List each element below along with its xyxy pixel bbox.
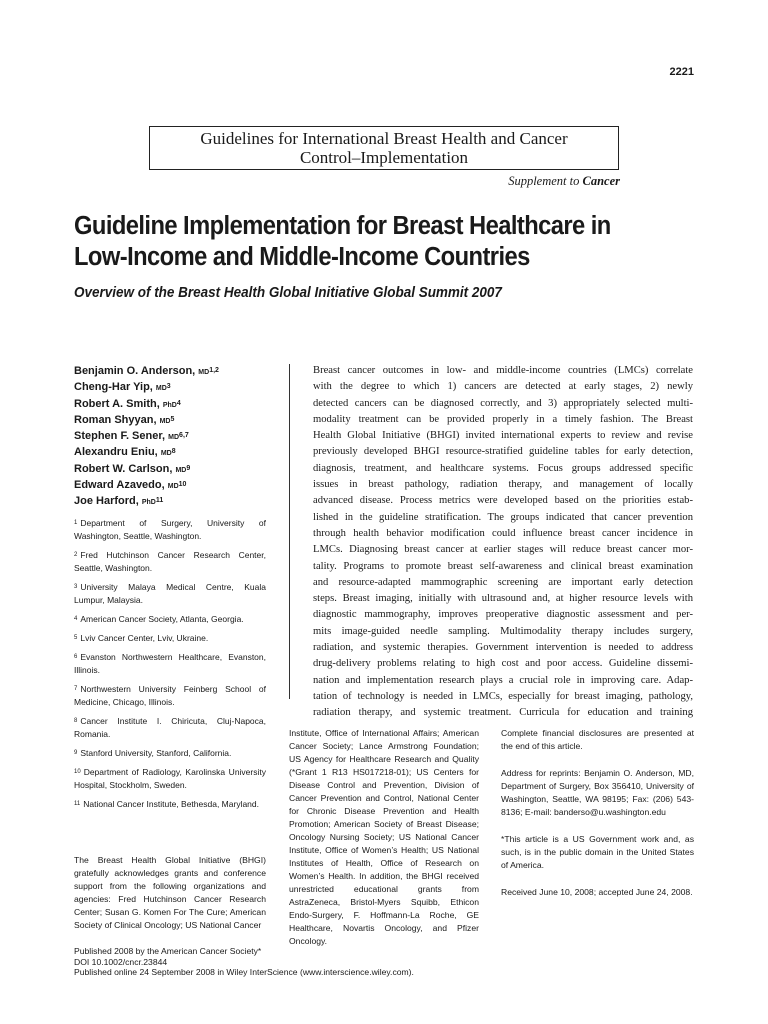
footer-line: DOI 10.1002/cncr.23844	[74, 956, 168, 967]
abstract-line: Health Global Initiative (BHGI) invited international experts to review and revise	[313, 430, 693, 442]
abstract-line: and resource-adapted mammographic screening are important early detection	[313, 576, 693, 588]
abstract-line: mits image-guided needle sampling. Multimodality therapy includes surgery,	[313, 625, 693, 637]
article-title	[74, 211, 669, 273]
page-number: 2221	[669, 66, 694, 78]
affiliation	[74, 766, 266, 792]
affiliation-number: 11	[74, 801, 81, 807]
abstract-line: tation of technology is needed in LMCs, especially for breast imaging, pathology,	[313, 690, 693, 702]
affiliation-number: 10	[74, 769, 81, 775]
series-title-box	[149, 126, 619, 170]
supplement-prefix: Supplement to	[508, 174, 580, 188]
column-divider	[289, 364, 290, 699]
author-affiliation-ref: 6,7	[179, 432, 189, 440]
publication-footer	[74, 946, 414, 978]
affiliation	[74, 613, 266, 626]
affiliation-text: Fred Hutchinson Cancer Research Center, Seattle, Washington.	[74, 550, 266, 573]
author-affiliation-ref: 4	[176, 399, 181, 407]
abstract-line: issues in breast pathology, radiation therapy, and management of locally	[313, 479, 693, 491]
author-name: Edward Azavedo,	[74, 479, 165, 492]
author-degree: PhD	[141, 499, 156, 507]
author-name: Joe Harford,	[74, 495, 139, 508]
abstract-line: advanced disease. Process metrics were developed based on the priorities estab-	[313, 495, 693, 507]
financial-disclosures: Complete financial disclosures are presented at the end of this article.	[501, 728, 694, 751]
affiliation-text: American Cancer Society, Atlanta, Georgia.	[80, 614, 244, 624]
article-subtitle: Overview of the Breast Health Global Initiative Global Summit 2007	[74, 285, 502, 301]
author-degree: MD	[160, 450, 172, 458]
author	[74, 478, 274, 494]
affiliation	[74, 683, 266, 709]
affiliation-text: University Malaya Medical Centre, Kuala Lumpur, Malaysia.	[74, 582, 266, 605]
affiliation-number: 2	[74, 552, 78, 558]
affiliation-number: 8	[74, 718, 78, 724]
affiliation	[74, 632, 266, 645]
abstract-line: lished in the guideline stratification. The groups indicated that cancer prevention	[313, 511, 693, 523]
reprint-address: Address for reprints: Benjamin O. Anderson, MD, Department of Surgery, Box 356410, University of Washington, Seattle, WA 98195; Fax: (206) 543-8136; E-mail: banderso@u.washington.edu	[501, 768, 694, 817]
author	[74, 364, 274, 380]
author	[74, 429, 274, 445]
abstract-line: diagnosis, treatment, and healthcare systems. Focus groups addressed specific	[313, 462, 693, 474]
author-name: Stephen F. Sener,	[74, 430, 166, 443]
author	[74, 494, 274, 510]
acknowledgment-part2: Institute, Office of International Affairs; American Cancer Society; Lance Armstrong Foundation; US Agency for Healthcare Research and Quality (*Grant 1 R13 HS017218-01); US Centers for Disease Control and Prevention, Division of Cancer Prevention and Control, National Center for Chronic Disease Prevention and Health Promotion; American Society of Breast Disease; Oncology Nursing Society; US National Cancer Institute, Office of Women’s Health; US National Institutes of Health, Office of Research on Women’s Health. In addition, the BHGI received unrestricted educational grants from AstraZeneca, Bristol-Myers Squibb, Ethicon Endo-Surgery, F. Hoffmann-La Roche, GE Healthcare, Novartis Oncology, and Pfizer Oncology.	[289, 728, 479, 946]
affiliation-text: Northwestern University Feinberg School of Medicine, Chicago, Illinois.	[74, 684, 266, 707]
abstract-line: radiation therapy, and systemic treatment. Curricula for education and training	[313, 707, 693, 719]
acknowledgment-part1: The Breast Health Global Initiative (BHGI) gratefully acknowledges grants and conference support from the following organizations and agencies: Fred Hutchinson Cancer Research Center; Susan G. Komen For The Cure; American Society of Clinical Oncology; US National Cancer	[74, 855, 266, 930]
author-degree: MD	[198, 369, 210, 376]
abstract-line: drug-delivery problems relating to high cost and poor access. Guideline dissemi-	[313, 658, 693, 670]
series-title-line: Control–Implementation	[299, 148, 469, 167]
received-dates: Received June 10, 2008; accepted June 24, 2008.	[501, 887, 693, 897]
author-name: Robert A. Smith,	[74, 397, 160, 410]
author-affiliation-ref: 9	[186, 464, 191, 472]
author	[74, 462, 274, 478]
affiliation-number: 5	[74, 635, 78, 641]
affiliation-text: Department of Radiology, Karolinska University Hospital, Stockholm, Sweden.	[74, 767, 266, 790]
abstract-line: previously developed BHGI resource-stratified guideline tables for early detection,	[313, 446, 693, 458]
affiliation	[74, 581, 266, 607]
affiliation-number: 9	[74, 750, 78, 756]
author	[74, 445, 274, 461]
affiliation-number: 4	[74, 616, 78, 622]
affiliation	[74, 747, 266, 760]
series-title-line: Guidelines for International Breast Health and Cancer	[200, 129, 568, 148]
abstract-line: nation and implementation research plays a crucial role in improving care. Adap-	[313, 674, 693, 686]
article-title-line: Low-Income and Middle-Income Countries	[74, 243, 530, 271]
abstract-line: with the degree to which 1) cancers are detected at early stages, 2) newly	[313, 381, 693, 393]
author-affiliation-ref: 11	[155, 497, 164, 505]
abstract-line: modality treatment can be provided properly in a timely fashion. The Breast	[313, 413, 693, 425]
abstract-line: steps. Breast imaging, initially with ultrasound and, at higher resource levels with	[313, 593, 693, 605]
affiliation	[74, 798, 266, 811]
affiliation	[74, 651, 266, 677]
supplement-journal: Cancer	[582, 174, 620, 188]
affiliation-text: Lviv Cancer Center, Lviv, Ukraine.	[80, 633, 209, 643]
affiliation-number: 7	[74, 686, 78, 692]
author-affiliation-ref: 8	[171, 448, 176, 456]
author-name: Robert W. Carlson,	[74, 462, 173, 475]
author-degree: MD	[167, 483, 179, 491]
abstract-line: diagnostic mammography, improves preoperative diagnostic assessment and per-	[313, 609, 693, 621]
author-name: Cheng-Har Yip,	[74, 381, 153, 394]
affiliation-number: 1	[74, 520, 78, 526]
affiliation-list	[74, 517, 266, 817]
affiliation-text: Stanford University, Stanford, California.	[80, 748, 232, 758]
affiliation	[74, 517, 266, 543]
affiliation-text: National Cancer Institute, Bethesda, Maryland.	[83, 799, 259, 809]
author-degree: MD	[155, 385, 167, 393]
affiliation	[74, 715, 266, 741]
author-affiliation-ref: 1,2	[209, 367, 219, 374]
abstract-line: through health behavior modification could influence breast cancer incidence in	[313, 527, 693, 539]
author-name: Roman Shyyan,	[74, 413, 157, 426]
abstract-line: LMCs. Diagnosing breast cancer at earlier stages will reduce breast cancer mor-	[313, 544, 693, 556]
author-name: Benjamin O. Anderson,	[74, 365, 196, 377]
affiliation-text: Cancer Institute I. Chiricuta, Cluj-Napoca, Romania.	[74, 716, 266, 739]
article-title-line: Guideline Implementation for Breast Healthcare in	[74, 212, 611, 240]
abstract-line: tality. Programs to promote breast self-awareness and clinical breast examination	[313, 560, 693, 572]
affiliation-text: Department of Surgery, University of Washington, Seattle, Washington.	[74, 518, 266, 541]
author	[74, 413, 274, 429]
author-affiliation-ref: 3	[166, 383, 171, 391]
author-degree: MD	[175, 466, 187, 474]
affiliation-number: 6	[74, 654, 78, 660]
article-notes	[501, 727, 694, 913]
affiliation-text: Evanston Northwestern Healthcare, Evanston, Illinois.	[74, 652, 266, 675]
author-list	[74, 364, 274, 511]
author-affiliation-ref: 5	[170, 415, 175, 423]
author	[74, 397, 274, 413]
affiliation-number: 3	[74, 584, 78, 590]
abstract	[313, 363, 693, 722]
author	[74, 380, 274, 396]
author-degree: MD	[159, 417, 171, 425]
author-degree: MD	[168, 434, 180, 442]
footer-line: Published online 24 September 2008 in Wiley InterScience (www.interscience.wiley.com).	[74, 967, 414, 977]
abstract-line: radiation, and systemic therapies. Government intervention is needed to address	[313, 642, 693, 654]
author-affiliation-ref: 10	[178, 481, 187, 489]
supplement-label	[508, 174, 620, 189]
abstract-line: detected cancers can be diagnosed correctly, and 3) appropriately selected multi-	[313, 397, 693, 409]
affiliation	[74, 549, 266, 575]
author-degree: PhD	[162, 401, 177, 409]
abstract-line: Breast cancer outcomes in low- and middle-income countries (LMCs) correlate	[313, 365, 693, 376]
footer-line: Published 2008 by the American Cancer Society*	[74, 946, 262, 956]
author-name: Alexandru Eniu,	[74, 446, 158, 459]
government-work-note: *This article is a US Government work and, as such, is in the public domain in the United States of America.	[501, 834, 694, 870]
